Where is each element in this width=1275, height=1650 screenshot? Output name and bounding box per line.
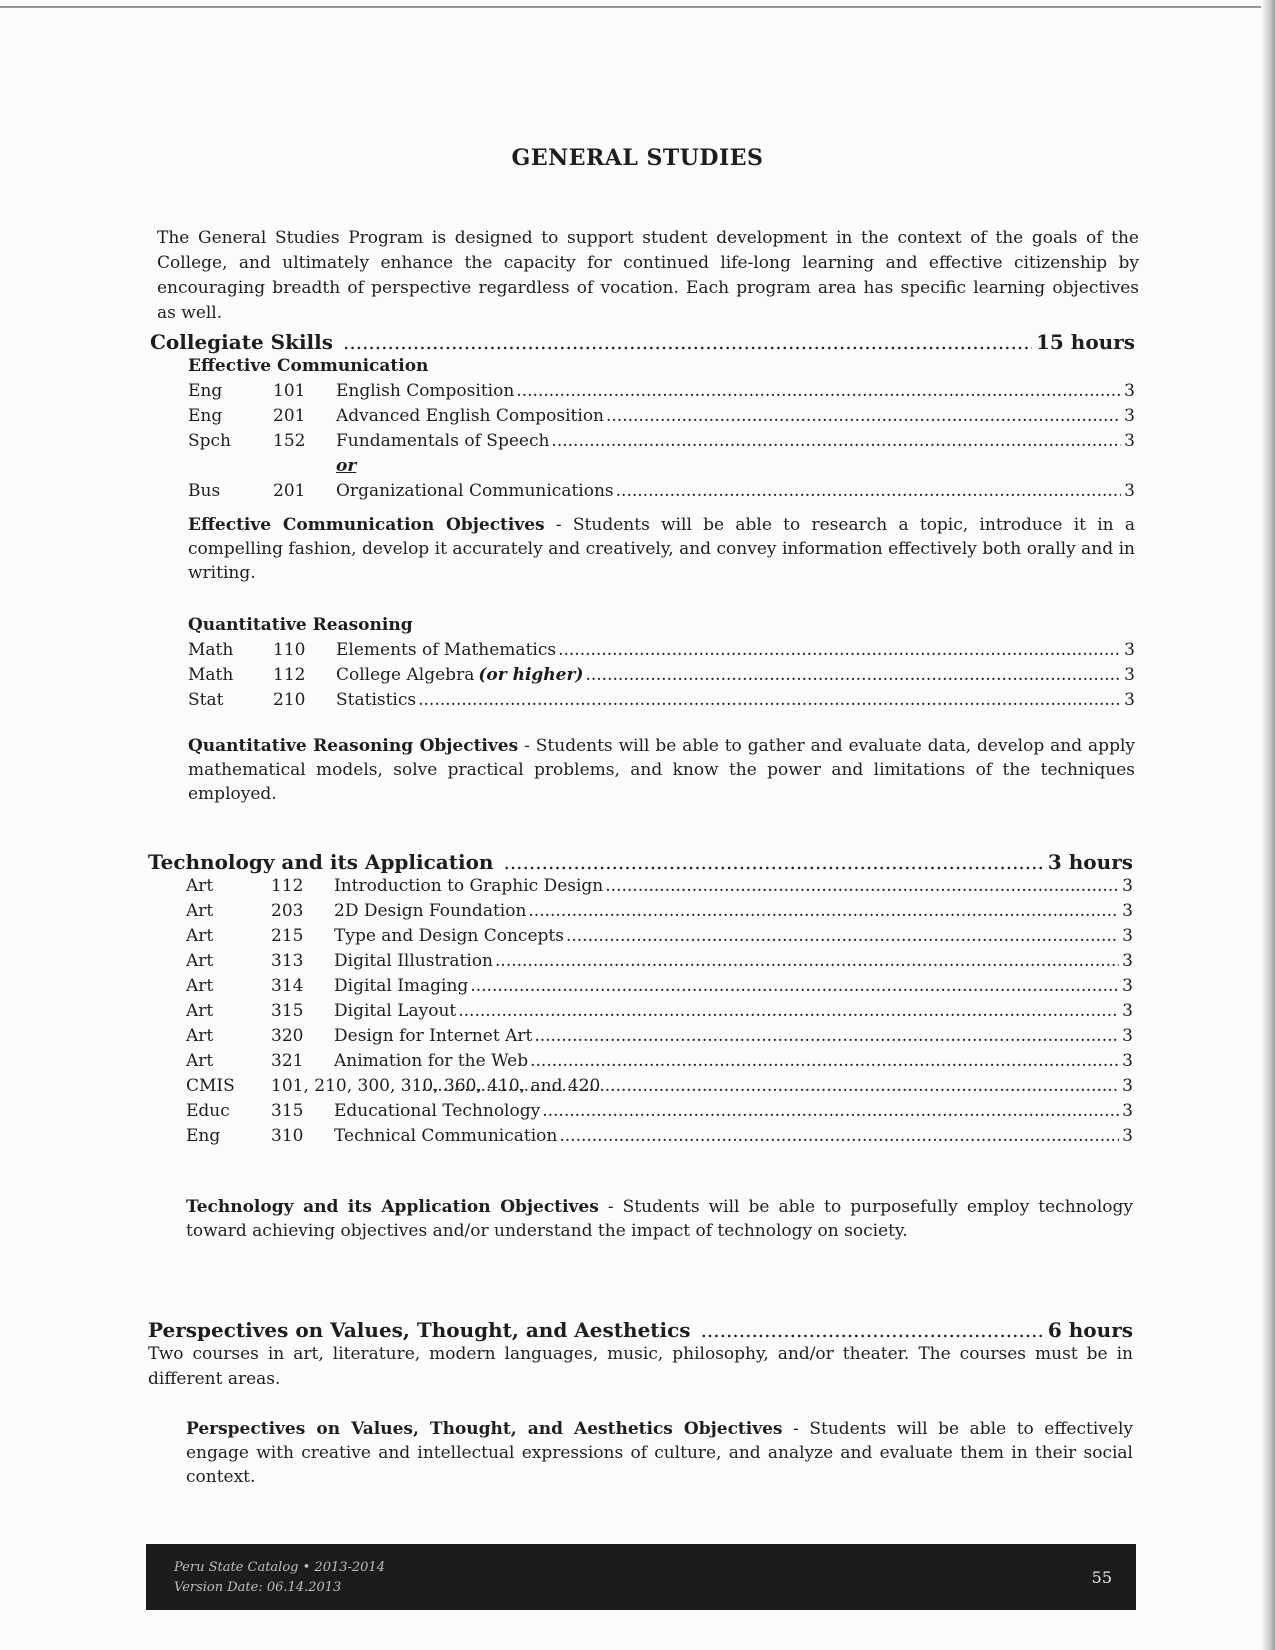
course-dept: Spch <box>188 431 231 451</box>
effective-communication-heading: Effective Communication <box>188 356 429 376</box>
course-hours: 3 <box>1124 690 1135 710</box>
objectives-label: Effective Communication Objectives <box>188 515 545 535</box>
leader-dots <box>503 850 1043 874</box>
course-number: 321 <box>271 1051 304 1071</box>
course-hours: 3 <box>1124 665 1135 685</box>
course-number: 215 <box>271 926 304 946</box>
course-hours: 3 <box>1122 876 1133 896</box>
course-dept: Eng <box>186 1126 221 1146</box>
objectives-label: Quantitative Reasoning Objectives <box>188 736 519 756</box>
course-row <box>186 949 1133 974</box>
leader-dots <box>701 1318 1044 1342</box>
course-dept: Educ <box>186 1101 230 1121</box>
section-hours: 6 hours <box>1047 1318 1133 1342</box>
leader-dots <box>605 874 1119 899</box>
course-row <box>188 663 1135 688</box>
or-separator: or <box>336 456 357 476</box>
course-row <box>186 1074 1133 1099</box>
course-hours: 3 <box>1124 640 1135 660</box>
course-row <box>188 429 1135 454</box>
course-title: Digital Imaging <box>334 976 469 996</box>
course-dept: Art <box>186 976 214 996</box>
leader-dots <box>495 949 1119 974</box>
course-row <box>188 688 1135 713</box>
leader-dots <box>585 663 1121 688</box>
course-row <box>186 1124 1133 1149</box>
leader-dots <box>616 479 1121 504</box>
course-row <box>186 1049 1133 1074</box>
course-title: Advanced English Composition <box>336 406 604 426</box>
course-hours: 3 <box>1122 1026 1133 1046</box>
course-hours: 3 <box>1122 1076 1133 1096</box>
course-title: Digital Layout <box>334 1001 457 1021</box>
section-title: Perspectives on Values, Thought, and Aesthetics <box>148 1318 691 1342</box>
course-number: 310 <box>271 1126 304 1146</box>
course-hours: 3 <box>1122 1101 1133 1121</box>
course-hours: 3 <box>1122 926 1133 946</box>
leader-dots <box>551 429 1121 454</box>
course-title: Statistics <box>336 690 417 710</box>
course-number: 201 <box>273 406 306 426</box>
course-hours: 3 <box>1122 901 1133 921</box>
course-hours: 3 <box>1122 951 1133 971</box>
page-right-edge <box>1261 0 1275 1650</box>
course-dept: Math <box>188 665 234 685</box>
course-row <box>188 638 1135 663</box>
course-number: 101, 210, 300, 310, 360, 410, and 420 <box>271 1076 601 1096</box>
course-hours: 3 <box>1124 381 1135 401</box>
course-title: 2D Design Foundation <box>334 901 527 921</box>
course-title: Educational Technology <box>334 1101 541 1121</box>
course-title: Fundamentals of Speech <box>336 431 550 451</box>
course-row <box>188 479 1135 504</box>
effective-communication-objectives <box>188 513 1135 585</box>
page-top-edge <box>0 6 1275 8</box>
course-dept: Art <box>186 1001 214 1021</box>
course-title: Design for Internet Art <box>334 1026 533 1046</box>
course-number: 203 <box>271 901 304 921</box>
course-dept: Art <box>186 951 214 971</box>
course-title: Elements of Mathematics <box>336 640 557 660</box>
course-row <box>188 404 1135 429</box>
course-number: 201 <box>273 481 306 501</box>
footer-bar <box>146 1544 1136 1610</box>
section-hours: 3 hours <box>1047 850 1133 874</box>
course-row <box>186 974 1133 999</box>
course-number: 313 <box>271 951 304 971</box>
leader-dots <box>530 1049 1119 1074</box>
technology-section <box>148 850 1133 1243</box>
course-number: 315 <box>271 1101 304 1121</box>
objectives-text: - Students will be able to gather and evaluate data, develop and apply mathematical models, solve practical problems, and know the power and limitations of the techniques employed. <box>188 736 1135 804</box>
course-hours: 3 <box>1122 1126 1133 1146</box>
collegiate-skills-heading <box>150 330 1135 354</box>
course-dept: Math <box>188 640 234 660</box>
objectives-label: Perspectives on Values, Thought, and Aesthetics Objectives <box>186 1419 783 1439</box>
course-title: Organizational Communications <box>336 481 614 501</box>
course-number: 210 <box>273 690 306 710</box>
course-qualifier: (or higher) <box>478 665 584 685</box>
course-row <box>186 1024 1133 1049</box>
course-title: Animation for the Web <box>334 1051 529 1071</box>
catalog-title: Peru State Catalog • 2013-2014 <box>174 1560 385 1575</box>
course-title: Type and Design Concepts <box>334 926 564 946</box>
version-date: Version Date: 06.14.2013 <box>174 1580 342 1595</box>
section-hours: 15 hours <box>1035 330 1135 354</box>
course-hours: 3 <box>1122 976 1133 996</box>
collegiate-skills-section <box>150 330 1135 806</box>
course-title: Introduction to Graphic Design <box>334 876 604 896</box>
course-number: 112 <box>271 876 304 896</box>
course-dept: Art <box>186 926 214 946</box>
course-number: 112 <box>273 665 306 685</box>
course-title: College Algebra <box>336 665 475 685</box>
leader-dots <box>458 999 1119 1024</box>
leader-dots <box>566 924 1119 949</box>
course-number: 320 <box>271 1026 304 1046</box>
objectives-text: - Students will be able to effectively engage with creative and intellectual expressions of culture, and analyze and evaluate them in their social context. <box>186 1419 1133 1487</box>
course-dept: Eng <box>188 406 223 426</box>
leader-dots <box>343 330 1032 354</box>
perspectives-objectives <box>186 1417 1133 1489</box>
technology-objectives <box>186 1195 1133 1243</box>
course-hours: 3 <box>1122 1051 1133 1071</box>
quantitative-reasoning-objectives <box>188 734 1135 806</box>
course-row <box>186 999 1133 1024</box>
course-hours: 3 <box>1122 1001 1133 1021</box>
page-title: GENERAL STUDIES <box>511 145 764 171</box>
leader-dots <box>559 1124 1119 1149</box>
course-dept: Art <box>186 876 214 896</box>
objectives-text: - Students will be able to research a topic, introduce it in a compelling fashion, develop it accurately and creatively, and convey information effectively both orally and in writing. <box>188 515 1136 583</box>
section-title: Collegiate Skills <box>150 330 333 354</box>
course-title: Technical Communication <box>334 1126 558 1146</box>
leader-dots <box>470 974 1119 999</box>
section-title: Technology and its Application <box>148 850 494 874</box>
course-dept: Art <box>186 1026 214 1046</box>
course-title: English Composition <box>336 381 515 401</box>
leader-dots <box>558 638 1121 663</box>
leader-dots <box>421 1074 1119 1099</box>
perspectives-section <box>148 1318 1133 1489</box>
course-hours: 3 <box>1124 406 1135 426</box>
course-row <box>186 899 1133 924</box>
leader-dots <box>542 1099 1119 1124</box>
course-dept: CMIS <box>186 1076 235 1096</box>
course-row <box>186 924 1133 949</box>
page-number: 55 <box>1091 1568 1112 1587</box>
perspectives-heading <box>148 1318 1133 1342</box>
objectives-text: - Students will be able to purposefully employ technology toward achieving objectives and/or understand the impact of technology on society. <box>186 1197 1133 1241</box>
leader-dots <box>418 688 1121 713</box>
course-row <box>188 379 1135 404</box>
course-number: 101 <box>273 381 306 401</box>
perspectives-description: Two courses in art, literature, modern languages, music, philosophy, and/or theater. The courses must be in different areas. <box>148 1344 1133 1389</box>
technology-heading <box>148 850 1133 874</box>
course-dept: Art <box>186 901 214 921</box>
course-dept: Eng <box>188 381 223 401</box>
leader-dots <box>606 404 1121 429</box>
course-dept: Stat <box>188 690 224 710</box>
course-number: 152 <box>273 431 306 451</box>
course-row <box>186 874 1133 899</box>
course-number: 110 <box>273 640 306 660</box>
intro-paragraph: The General Studies Program is designed to support student development in the context of the goals of the College, and ultimately enhance the capacity for continued life-long learning and effective citizenship by encouraging breadth of perspective regardless of vocation. Each program area has specific learning objectives as well. <box>157 228 1139 323</box>
leader-dots <box>534 1024 1119 1049</box>
course-dept: Art <box>186 1051 214 1071</box>
course-number: 315 <box>271 1001 304 1021</box>
course-dept: Bus <box>188 481 221 501</box>
course-title: Digital Illustration <box>334 951 494 971</box>
course-hours: 3 <box>1124 431 1135 451</box>
course-row <box>186 1099 1133 1124</box>
objectives-label: Technology and its Application Objectives <box>186 1197 599 1217</box>
course-number: 314 <box>271 976 304 996</box>
leader-dots <box>516 379 1121 404</box>
course-hours: 3 <box>1124 481 1135 501</box>
leader-dots <box>528 899 1119 924</box>
quantitative-reasoning-heading: Quantitative Reasoning <box>188 615 413 635</box>
